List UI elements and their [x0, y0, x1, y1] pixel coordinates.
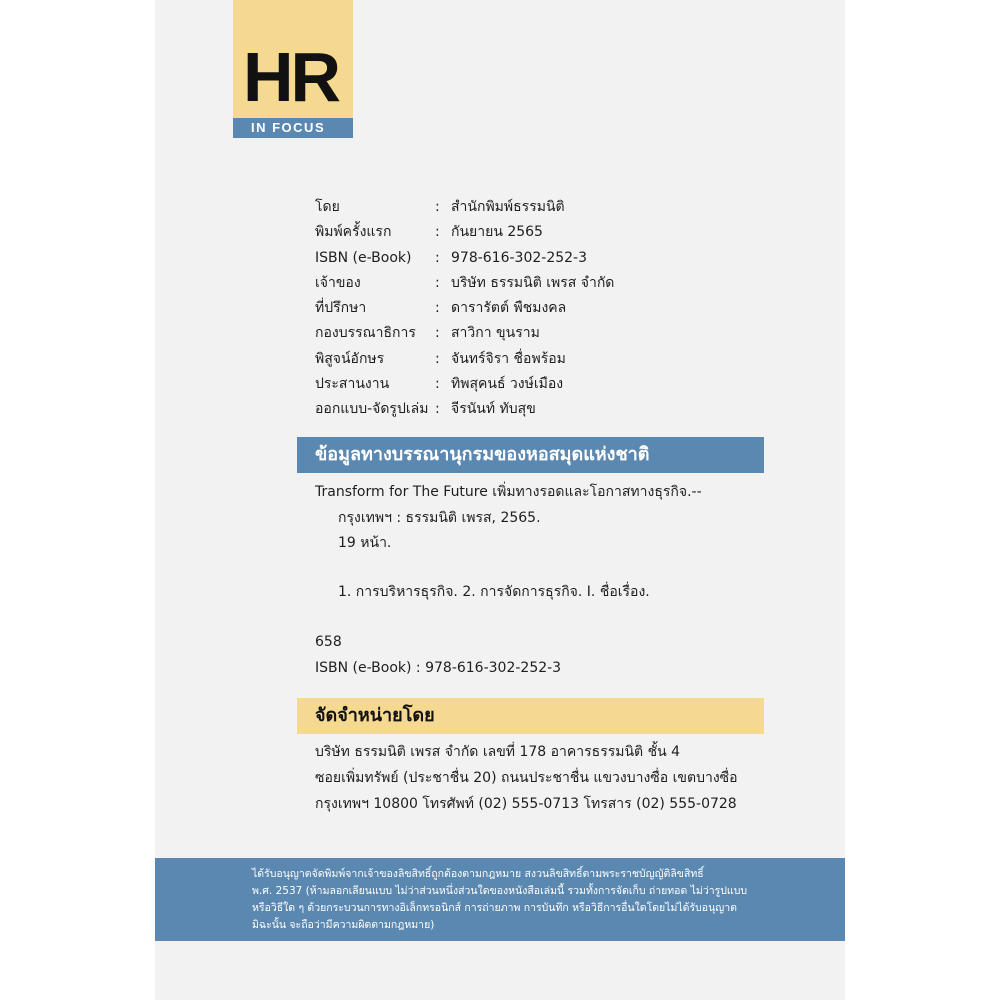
catalog-publisher-line: กรุงเทพฯ : ธรรมนิติ เพรส, 2565.	[338, 510, 541, 526]
credit-label: เจ้าของ	[315, 274, 361, 291]
credits-list	[315, 195, 614, 423]
credit-colon: :	[435, 300, 440, 317]
credit-value: สำนักพิมพ์ธรรมนิติ	[451, 199, 565, 215]
credit-row	[315, 246, 614, 271]
logo-hr-text: HR	[243, 38, 339, 116]
credit-colon: :	[435, 350, 440, 367]
credit-colon: :	[435, 199, 440, 215]
credit-label: ประสานงาน	[315, 376, 390, 393]
credit-label: พิมพ์ครั้งแรก	[315, 224, 392, 241]
credit-label: ที่ปรึกษา	[315, 300, 367, 317]
credit-value: จีรนันท์ ทับสุข	[451, 401, 536, 418]
credit-label: พิสูจน์อักษร	[315, 350, 385, 367]
credit-value: บริษัท ธรรมนิติ เพรส จำกัด	[451, 274, 615, 291]
distribution-line: กรุงเทพฯ 10800 โทรศัพท์ (02) 555-0713 โทรสาร (02) 555-0728	[315, 796, 737, 812]
credit-row	[315, 372, 614, 397]
credit-row	[315, 347, 614, 372]
catalog-pages-line: 19 หน้า.	[338, 535, 392, 551]
credit-colon: :	[435, 249, 440, 266]
credit-value: จันทร์จิรา ชื่อพร้อม	[451, 350, 566, 367]
catalog-title-line: Transform for The Future เพิ่มทางรอดและโอกาสทางธุรกิจ.--	[315, 484, 702, 500]
logo-subtitle: IN FOCUS	[233, 118, 353, 138]
credit-label: กองบรรณาธิการ	[315, 325, 416, 342]
credit-value: ทิพสุคนธ์ วงษ์เมือง	[451, 376, 564, 393]
credit-value: สาวิกา ขุนราม	[451, 325, 540, 342]
distribution-line: บริษัท ธรรมนิติ เพรส จำกัด เลขที่ 178 อาคารธรรมนิติ ชั้น 4	[315, 744, 681, 760]
credit-colon: :	[435, 376, 440, 393]
credit-colon: :	[435, 274, 440, 291]
catalog-class-number: 658	[315, 634, 342, 650]
credit-colon: :	[435, 325, 440, 342]
copyright-line: พ.ศ. 2537 (ห้ามลอกเลียนแบบ ไม่ว่าส่วนหนึ่งส่วนใดของหนังสือเล่มนี้ รวมทั้งการจัดเก็บ ถ่ายทอด ไม่ว่ารูปแบบ	[252, 885, 748, 897]
copyright-footer	[155, 858, 845, 941]
distribution-heading: จัดจำหน่ายโดย	[297, 698, 764, 734]
credit-row	[315, 397, 614, 422]
catalog-subjects-line: 1. การบริหารธุรกิจ. 2. การจัดการธุรกิจ. I. ชื่อเรื่อง.	[338, 584, 650, 600]
credit-row	[315, 195, 614, 220]
credit-row	[315, 271, 614, 296]
credit-colon: :	[435, 401, 440, 418]
credit-row	[315, 220, 614, 245]
copyright-line: หรือวิธีใด ๆ ด้วยกระบวนการทางอิเล็กทรอนิกส์ การถ่ายภาพ การบันทึก หรือวิธีการอื่นใดโดยไม่ได้รับอนุญาต	[252, 902, 737, 914]
credit-row	[315, 296, 614, 321]
credit-value: ดารารัตต์ พืชมงคล	[451, 300, 567, 317]
catalog-isbn-line: ISBN (e-Book) : 978-616-302-252-3	[315, 660, 562, 676]
credit-label: โดย	[315, 199, 340, 215]
copyright-line: มิฉะนั้น จะถือว่ามีความผิดตามกฎหมาย)	[252, 919, 435, 931]
credit-label: ออกแบบ-จัดรูปเล่ม	[315, 401, 429, 418]
credit-row	[315, 321, 614, 346]
logo-top-block	[233, 0, 353, 118]
credit-value: 978-616-302-252-3	[451, 249, 588, 266]
credit-value: กันยายน 2565	[451, 224, 543, 241]
credit-colon: :	[435, 224, 440, 241]
credit-label: ISBN (e-Book)	[315, 249, 412, 266]
distribution-line: ซอยเพิ่มทรัพย์ (ประชาชื่น 20) ถนนประชาชื่น แขวงบางซื่อ เขตบางซื่อ	[315, 770, 738, 786]
catalog-heading: ข้อมูลทางบรรณานุกรมของหอสมุดแห่งชาติ	[297, 437, 764, 473]
copyright-line: ได้รับอนุญาตจัดพิมพ์จากเจ้าของลิขสิทธิ์ถูกต้องตามกฎหมาย สงวนลิขสิทธิ์ตามพระราชบัญญัติลิขสิทธิ์	[252, 868, 704, 880]
hr-in-focus-logo	[233, 0, 353, 138]
